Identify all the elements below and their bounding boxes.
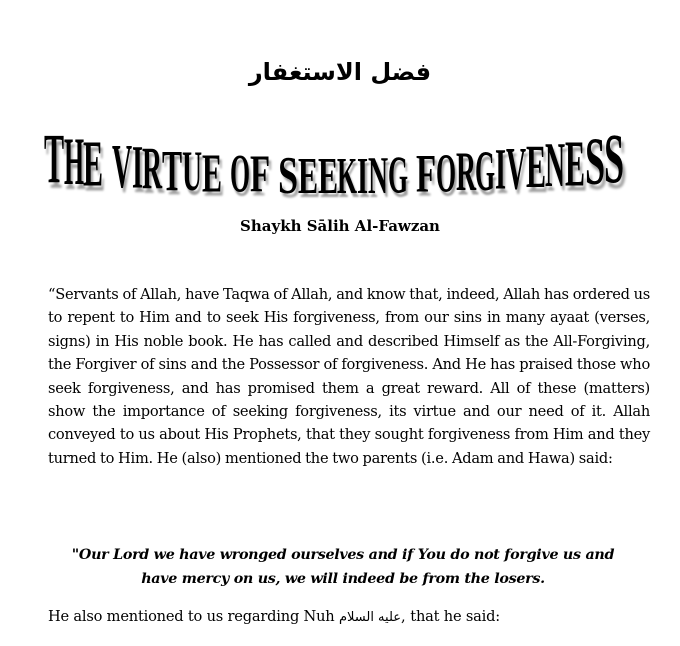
title-letter: G	[475, 138, 496, 203]
title-letter: N	[545, 128, 566, 201]
title-letter: F	[249, 144, 270, 205]
author-name: Shaykh Sālih Al-Fawzan	[240, 217, 440, 235]
body-paragraph: “Servants of Allah, have Taqwa of Allah, and know that, indeed, Allah has ordered us to repent to Him and to seek His forgiveness, from our sins in many ayaat (verses, signs) in His noble book. He has called and described Himself as the All-Forgiving, the Forgiver of sins and the Possessor of forgiveness. And He has praised those who seek forgiveness, and has promised them a great reward. All of these (matters) show the importance of seeking forgiveness, its virtue and our need of it. Allah conveyed to us about His Prophets, that they sought forgiveness from Him and they turned to Him. He (also) mentioned the two parents (i.e. Adam and Hawa) said:	[48, 286, 650, 467]
title-letter: K	[337, 146, 358, 205]
title-letter: S	[584, 122, 605, 199]
title-letter: F	[416, 143, 437, 204]
title-letter: U	[181, 139, 202, 203]
title-letter: O	[435, 141, 456, 204]
title-letter: G	[387, 144, 408, 205]
wordart-title	[44, 108, 625, 205]
follow-paragraph	[48, 605, 650, 630]
title-letter: E	[525, 131, 546, 202]
follow-text-before: He also mentioned to us regarding Nuh	[48, 608, 339, 625]
title-letter: T	[44, 118, 65, 199]
quote-line-2: have mercy on us, we will indeed be from the losers.	[141, 571, 545, 587]
title-letter: E	[83, 125, 104, 200]
follow-text-after: , that he said:	[401, 608, 500, 625]
title-letter: E	[201, 140, 222, 204]
title-letter: E	[298, 145, 319, 205]
title-letter: N	[367, 145, 389, 205]
quote-line-1: "Our Lord we have wronged ourselves and if You do not forgive us and	[71, 547, 615, 563]
title-letter: V	[505, 134, 526, 202]
title-letter: E	[564, 125, 586, 200]
follow-arabic-honorific: عليه السلام	[338, 610, 402, 625]
title-letter: S	[604, 118, 625, 199]
title-letter: T	[162, 136, 183, 203]
title-letter: I	[357, 145, 369, 205]
title-letter: I	[495, 136, 507, 203]
title-letter: R	[455, 140, 476, 204]
title-letter: R	[142, 134, 163, 202]
quranic-quote	[58, 543, 628, 591]
title-letter: S	[278, 145, 299, 205]
title-letter: V	[111, 130, 133, 201]
title-letter: H	[63, 122, 84, 199]
title-letter: I	[131, 132, 143, 202]
arabic-title: فضل الاستغفار	[248, 58, 432, 86]
title-letter: E	[317, 146, 338, 205]
title-letter: O	[230, 142, 251, 204]
